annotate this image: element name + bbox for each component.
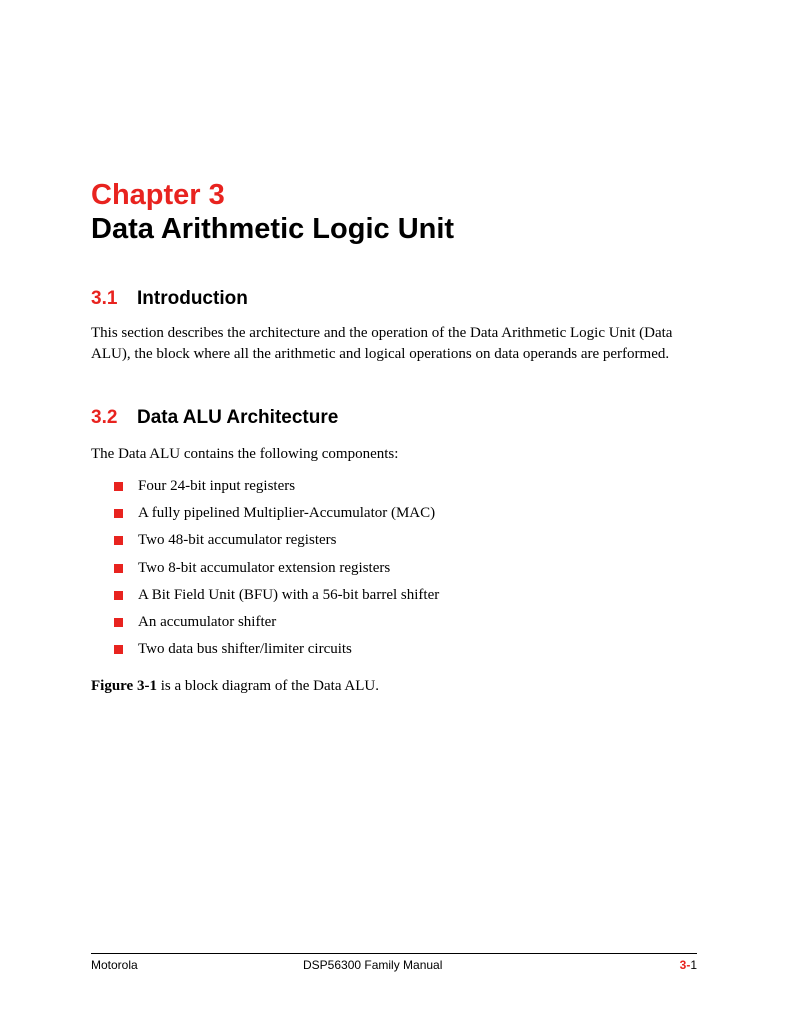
footer-page-number (680, 957, 697, 973)
section-title: Introduction (137, 288, 248, 309)
introduction-paragraph: This section describes the architecture and the operation of the Data Arithmetic Logic Unit (Data ALU), the block where all the arithmetic and logical operations on data operands are performed. (91, 325, 673, 362)
list-item (91, 585, 439, 612)
footer-divider (91, 953, 697, 954)
section-title: Data ALU Architecture (137, 407, 339, 428)
section-heading-data-alu-architecture (91, 406, 338, 430)
components-list (91, 476, 439, 666)
list-item-text: Two data bus shifter/limiter circuits (138, 641, 352, 658)
section-number: 3.2 (91, 407, 118, 428)
figure-link[interactable]: Figure 3-1 (91, 678, 157, 694)
list-item (91, 530, 439, 557)
list-item (91, 476, 439, 503)
document-page (91, 0, 697, 1023)
list-item (91, 503, 439, 530)
page-separator: - (686, 958, 691, 972)
bullet-square-icon (114, 536, 123, 545)
chapter-title: Data Arithmetic Logic Unit (91, 213, 455, 245)
section-number: 3.1 (91, 288, 118, 309)
list-item-text: A fully pipelined Multiplier-Accumulator (MAC) (138, 505, 436, 522)
chapter-label: Chapter 3 (91, 179, 225, 211)
list-item-text: A Bit Field Unit (BFU) with a 56-bit barrel shifter (138, 586, 440, 603)
bullet-square-icon (114, 618, 123, 627)
list-item-text: Four 24-bit input registers (138, 478, 296, 494)
bullet-square-icon (114, 591, 123, 600)
bullet-square-icon (114, 645, 123, 654)
figure-reference-text: is a block diagram of the Data ALU. (156, 678, 379, 694)
list-item (91, 558, 439, 585)
list-item (91, 639, 439, 666)
list-item-text: An accumulator shifter (138, 613, 277, 630)
footer-company: Motorola (91, 958, 138, 972)
list-item-text: Two 48-bit accumulator registers (138, 532, 337, 549)
footer-manual-title: DSP56300 Family Manual (303, 958, 443, 972)
page-number: 1 (690, 958, 697, 972)
section-heading-introduction (91, 287, 248, 311)
figure-reference-paragraph (91, 676, 691, 697)
page-chapter-number: 3 (679, 958, 687, 972)
components-intro: The Data ALU contains the following components: (91, 446, 399, 462)
bullet-square-icon (114, 564, 123, 573)
bullet-square-icon (114, 509, 123, 518)
bullet-square-icon (114, 482, 123, 491)
list-item (91, 612, 439, 639)
list-item-text: Two 8-bit accumulator extension registers (138, 559, 391, 576)
